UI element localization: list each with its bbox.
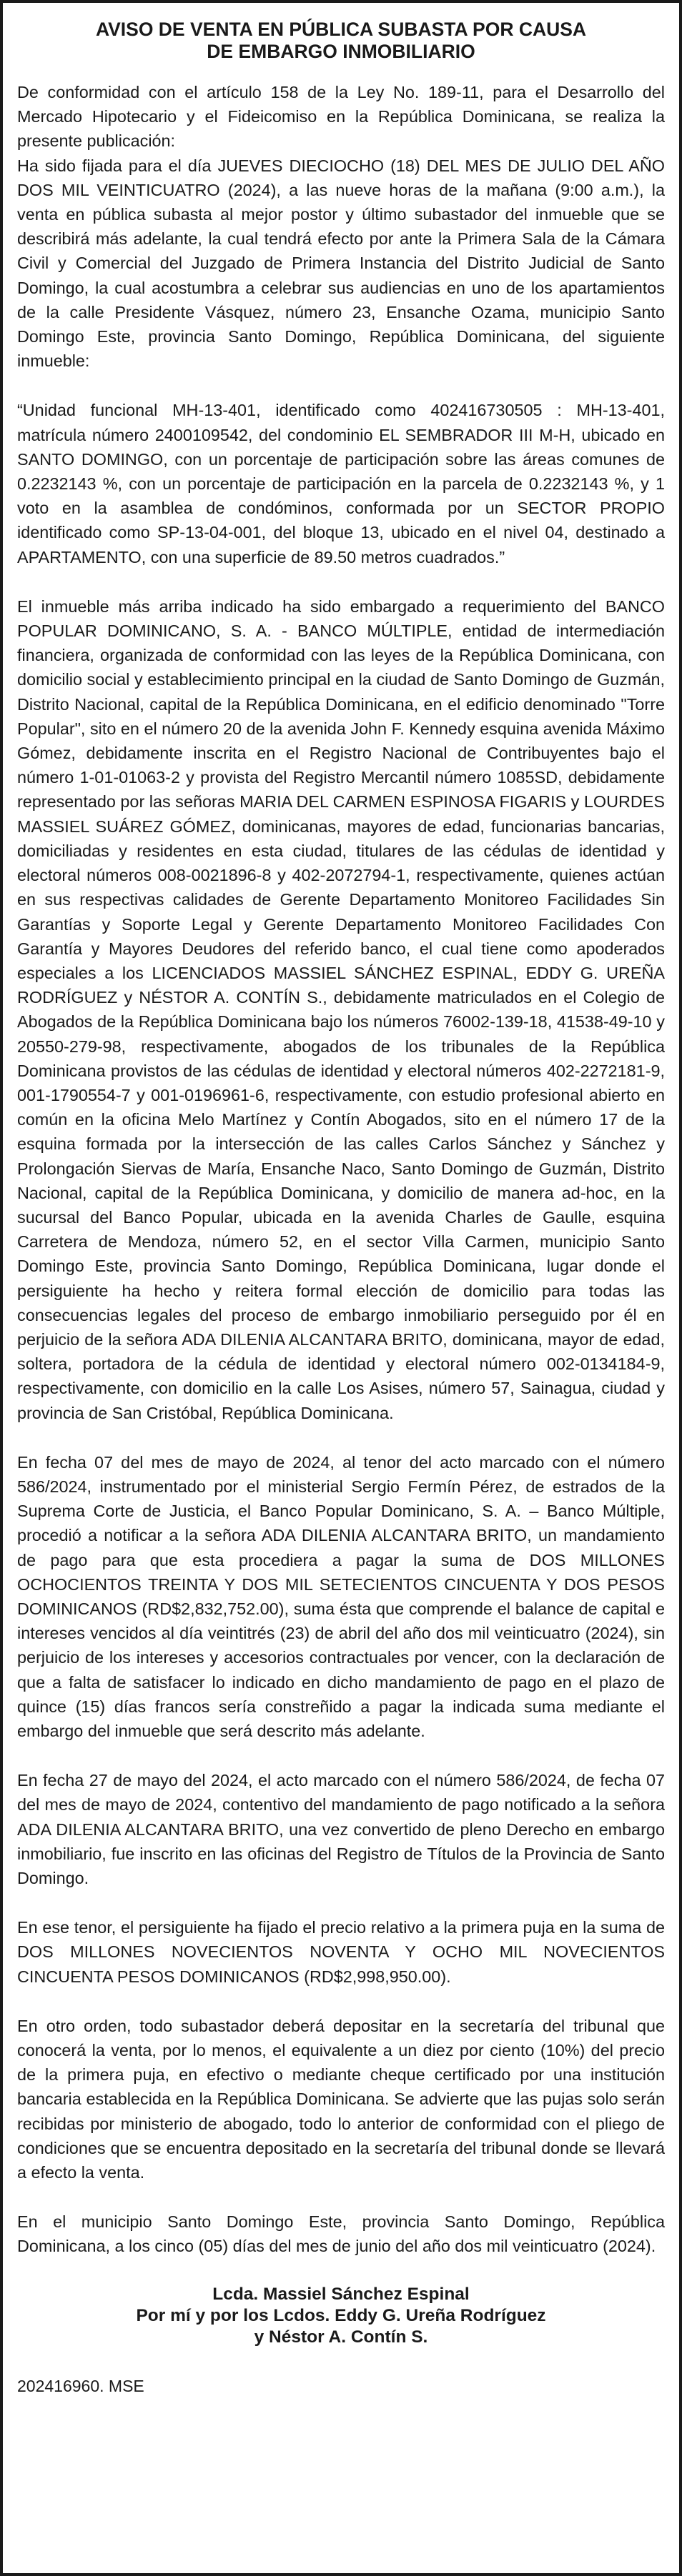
payment-order-paragraph: En fecha 07 del mes de mayo de 2024, al tenor del acto marcado con el número 586/2024, instrumentado por el ministerial Sergio Fermín Pérez, de estrados de la Suprema Corte de Justicia, el Banco Popular Dominicano, S. A. – Banco Múltiple, procedió a notificar a la señora ADA DILENIA ALCANTARA BRITO, un mandamiento de pago para que esta procediera a pagar la suma de DOS MILLONES OCHOCIENTOS TREINTA Y DOS MIL SETECIENTOS CINCUENTA Y DOS PESOS DOMINICANOS (RD$2,832,752.00), suma ésta que comprende el balance de capital e intereses vencidos al día veintitrés (23) de abril del año dos mil veinticuatro (2024), sin perjuicio de los intereses y accesorios contractuales por vencer, con la declaración de que a falta de satisfacer lo indicado en dicho mandamiento de pago en el plazo de quince (15) días francos sería constreñido a pagar la indicada suma mediante el embargo del inmueble que será descrito más adelante.	[17, 1452, 665, 1740]
registration-paragraph: En fecha 27 de mayo del 2024, el acto marcado con el número 586/2024, de fecha 07 del mes de mayo de 2024, contentivo del mandamiento de pago notificado a la señora ADA DILENIA ALCANTARA BRITO, una vez convertido de pleno Derecho en embargo inmobiliario, fue inscrito en las oficinas del Registro de Títulos de la Provincia de Santo Domingo.	[17, 1771, 665, 1888]
notice-title-line-2: DE EMBARGO INMOBILIARIO	[207, 41, 475, 62]
deposit-paragraph: En otro orden, todo subastador deberá depositar en la secretaría del tribunal que conocerá la venta, por lo menos, el equivalente a un diez por ciento (10%) del precio de la primera puja, en efectivo o mediante cheque certificado por una institución bancaria establecida en la República Dominicana. Se advierte que las pujas solo serán recibidas por ministerio de abogado, todo lo anterior de conformidad con el pliego de condiciones que se encuentra depositado en la secretaría del tribunal donde se llevará a efecto la venta.	[17, 2016, 665, 2182]
signature-line-3: y Néstor A. Contín S.	[254, 2327, 428, 2347]
intro-legal-basis: De conformidad con el artículo 158 de la Ley No. 189-11, para el Desarrollo del Mercado Hipotecario y el Fideicomiso en la República Dominicana, se realiza la presente publicación:	[17, 83, 665, 151]
intro-auction-date: Ha sido fijada para el día JUEVES DIECIOCHO (18) DEL MES DE JULIO DEL AÑO DOS MIL VEINTICUATRO (2024), a las nueve horas de la mañana (9:00 a.m.), la venta en pública subasta al mejor postor y último subastador del inmueble que se describirá más adelante, la cual tendrá efecto por ante la Primera Sala de la Cámara Civil y Comercial del Juzgado de Primera Instancia del Distrito Judicial de Santo Domingo, la cual acostumbra a celebrar sus audiencias en uno de los apartamientos de la calle Presidente Vásquez, número 23, Ensanche Ozama, municipio Santo Domingo Este, provincia Santo Domingo, República Dominicana, del siguiente inmueble:	[17, 156, 665, 371]
signature-line-2: Por mí y por los Lcdos. Eddy G. Ureña Rodríguez	[136, 2305, 546, 2325]
reference-code: 202416960. MSE	[17, 2376, 144, 2395]
embargo-paragraph: El inmueble más arriba indicado ha sido embargado a requerimiento del BANCO POPULAR DOMINICANO, S. A. - BANCO MÚLTIPLE, entidad de intermediación financiera, organizada de conformidad con las leyes de la República Dominicana, con domicilio social y establecimiento principal en la ciudad de Santo Domingo de Guzmán, Distrito Nacional, capital de la República Dominicana, en el edificio denominado "Torre Popular", sito en el número 20 de la avenida John F. Kennedy esquina avenida Máximo Gómez, debidamente inscrita en el Registro Nacional de Contribuyentes bajo el número 1-01-01063-2 y provista del Registro Mercantil número 1085SD, debidamente representado por las señoras MARIA DEL CARMEN ESPINOSA FIGARIS y LOURDES MASSIEL SUÁREZ GÓMEZ, dominicanas, mayores de edad, funcionarias bancarias, domiciliadas y residentes en esta ciudad, titulares de las cédulas de identidad y electoral números 008-0021896-8 y 402-2072794-1, respectivamente, quienes actúan en sus respectivas calidades de Gerente Departamento Monitoreo Facilidades Sin Garantías y Soporte Legal y Gerente Departamento Monitoreo Facilidades Con Garantía y Mayores Deudores del referido banco, el cual tiene como apoderados especiales a los LICENCIADOS MASSIEL SÁNCHEZ ESPINAL, EDDY G. UREÑA RODRÍGUEZ y NÉSTOR A. CONTÍN S., debidamente matriculados en el Colegio de Abogados de la República Dominicana bajo los números 76002-139-18, 41538-49-10 y 20550-279-98, respectivamente, abogados de los tribunales de la República Dominicana provistos de las cédulas de identidad y electoral números 402-2272181-9, 001-1790554-7 y 001-0196961-6, respectivamente, con estudio profesional abierto en común en la oficina Melo Martínez y Contín Abogados, sito en el número 17 de la esquina formada por la intersección de las calles Carlos Sánchez y Sánchez y Prolongación Siervas de María, Ensanche Naco, Santo Domingo de Guzmán, Distrito Nacional, capital de la República Dominicana, y domicilio de manera ad-hoc, en la sucursal del Banco Popular, ubicada en la avenida Charles de Gaulle, esquina Carretera de Mendoza, número 52, en el sector Villa Carmen, municipio Santo Domingo Este, provincia Santo Domingo, República Dominicana, lugar donde el persiguiente ha hecho y reitera formal elección de domicilio para todas las consecuencias legales del proceso de embargo inmobiliario perseguido por él en perjuicio de la señora ADA DILENIA ALCANTARA BRITO, dominicana, mayor de edad, soltera, portadora de la cédula de identidad y electoral número 002-0134184-9, respectivamente, con domicilio en la calle Los Asises, número 57, Sainagua, ciudad y provincia de San Cristóbal, República Dominicana.	[17, 596, 665, 1422]
notice-title	[17, 19, 665, 63]
signature-line-1: Lcda. Massiel Sánchez Espinal	[212, 2284, 470, 2304]
closing-paragraph: En el municipio Santo Domingo Este, provincia Santo Domingo, República Dominicana, a los cinco (05) días del mes de junio del año dos mil veinticuatro (2024).	[17, 2212, 665, 2256]
property-description: “Unidad funcional MH-13-401, identificado como 402416730505 : MH-13-401, matrícula número 2400109542, del condominio EL SEMBRADOR III M-H, ubicado en SANTO DOMINGO, con un porcentaje de participación sobre las áreas comunes de 0.2232143 %, con un porcentaje de participación en la parcela de 0.2232143 %, y 1 voto en la asamblea de condóminos, conformada por un SECTOR PROPIO identificado como SP-13-04-001, del bloque 13, ubicado en el nivel 04, destinado a APARTAMENTO, con una superficie de 89.50 metros cuadrados.”	[17, 401, 665, 566]
first-bid-price-paragraph: En ese tenor, el persiguiente ha fijado el precio relativo a la primera puja en la suma de DOS MILLONES NOVECIENTOS NOVENTA Y OCHO MIL NOVECIENTOS CINCUENTA PESOS DOMINICANOS (RD$2,998,950.00).	[17, 1918, 665, 1986]
notice-title-line-1: AVISO DE VENTA EN PÚBLICA SUBASTA POR CAUSA	[95, 19, 587, 40]
intro-paragraph	[17, 80, 665, 373]
signature-block	[17, 2284, 665, 2348]
